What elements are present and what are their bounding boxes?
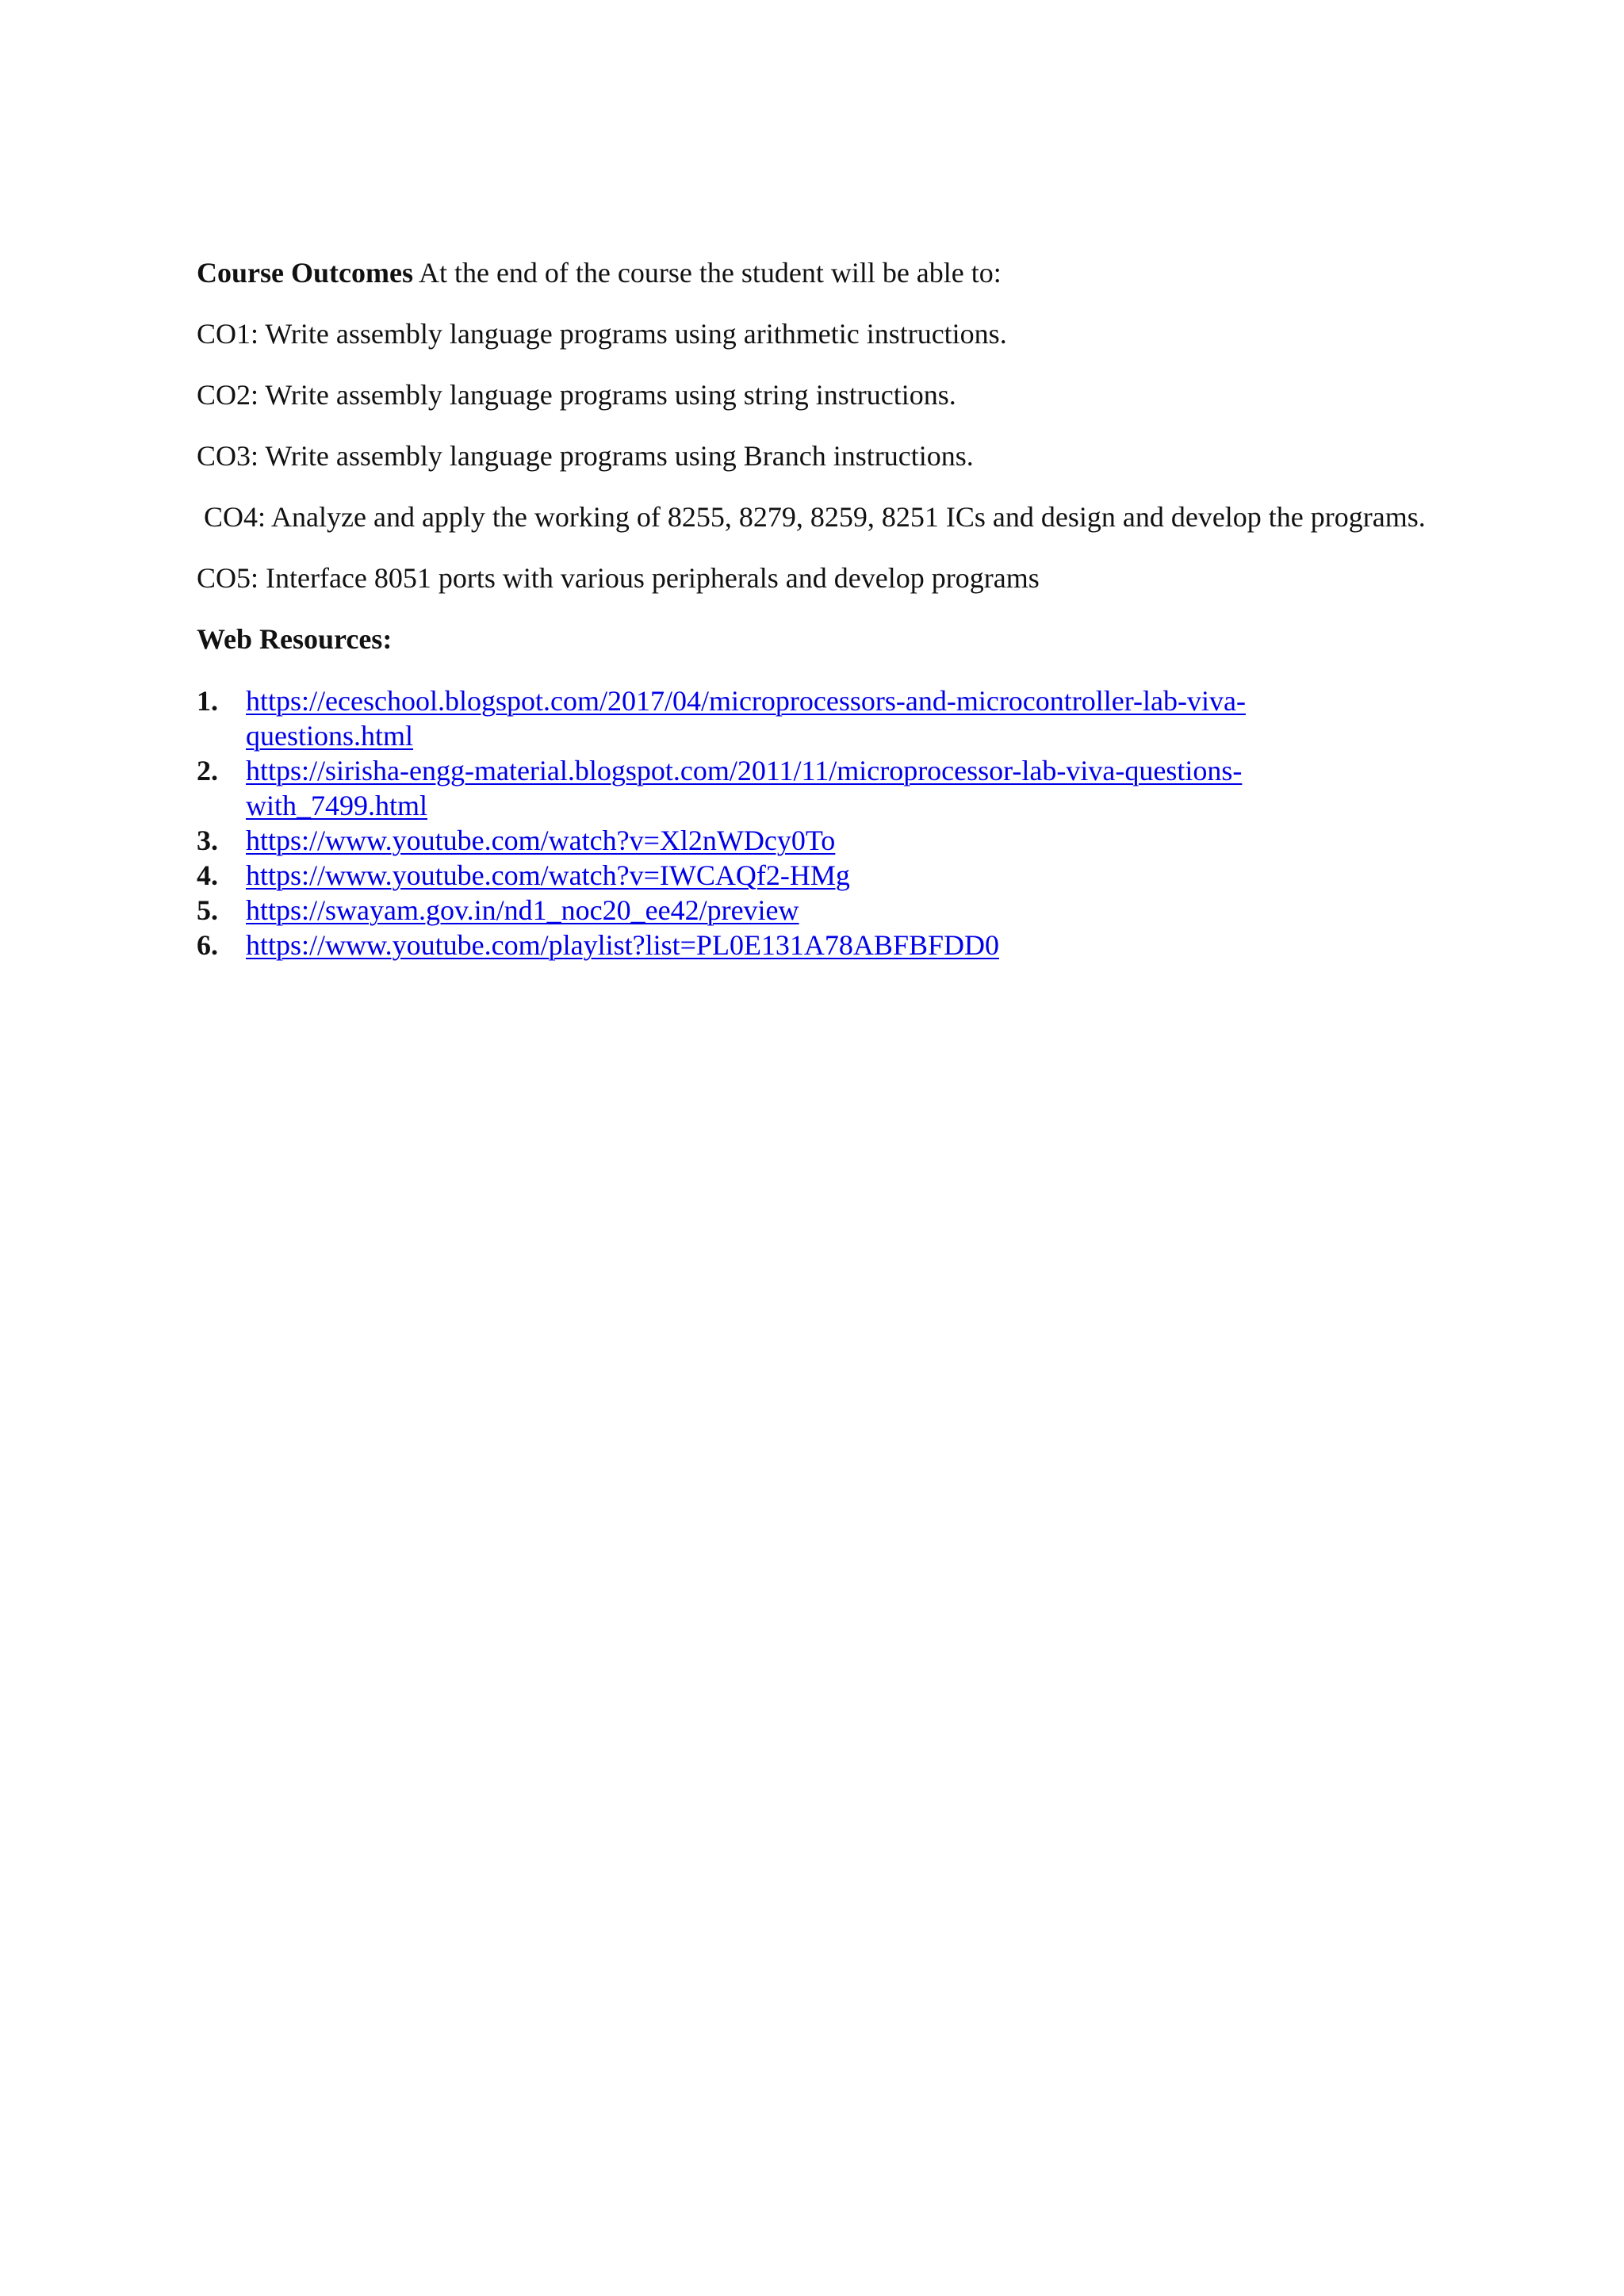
link-text-line1: https://sirisha-engg-material.blogspot.com/2011/11/microprocessor-lab-viva-questions- bbox=[246, 755, 1243, 786]
course-outcome-co2: CO2: Write assembly language programs using string instructions. bbox=[197, 379, 956, 411]
course-outcome-co3: CO3: Write assembly language programs using Branch instructions. bbox=[197, 440, 974, 472]
list-number: 4. bbox=[197, 859, 218, 891]
list-number: 5. bbox=[197, 894, 218, 926]
page-content bbox=[197, 255, 1462, 962]
list-number: 6. bbox=[197, 929, 218, 961]
web-resources-heading: Web Resources: bbox=[197, 623, 393, 655]
link-text-line1: https://eceschool.blogspot.com/2017/04/microprocessors-and-microcontroller-lab-viva- bbox=[246, 685, 1246, 717]
list-number: 1. bbox=[197, 685, 218, 717]
list-number: 2. bbox=[197, 755, 218, 786]
course-outcome-co1: CO1: Write assembly language programs using arithmetic instructions. bbox=[197, 318, 1007, 350]
course-outcomes-intro-text: At the end of the course the student will be able to: bbox=[412, 257, 1002, 289]
list-item bbox=[197, 753, 1323, 823]
list-item bbox=[197, 928, 1323, 962]
course-outcome-co5: CO5: Interface 8051 ports with various peripherals and develop programs bbox=[197, 562, 1040, 594]
list-item bbox=[197, 683, 1323, 753]
resource-link-3[interactable]: https://www.youtube.com/watch?v=Xl2nWDcy0To bbox=[246, 825, 836, 856]
course-outcomes-intro bbox=[197, 255, 1462, 290]
resource-link-5[interactable]: https://swayam.gov.in/nd1_noc20_ee42/preview bbox=[246, 894, 799, 926]
link-text-line2: with_7499.html bbox=[246, 790, 428, 821]
resource-link-4[interactable]: https://www.youtube.com/watch?v=IWCAQf2-HMg bbox=[246, 859, 850, 891]
list-item bbox=[197, 893, 1323, 928]
link-text-line2: questions.html bbox=[246, 720, 414, 752]
course-outcome-co4: CO4: Analyze and apply the working of 8255, 8279, 8259, 8251 ICs and design and develop the programs. bbox=[197, 501, 1426, 533]
resource-link-6[interactable]: https://www.youtube.com/playlist?list=PL0E131A78ABFBFDD0 bbox=[246, 929, 999, 961]
web-resources-list bbox=[197, 683, 1323, 962]
list-number: 3. bbox=[197, 825, 218, 856]
list-item bbox=[197, 823, 1323, 858]
course-outcomes-heading: Course Outcomes bbox=[197, 257, 413, 289]
resource-link-1[interactable] bbox=[246, 683, 1246, 753]
list-item bbox=[197, 858, 1323, 893]
resource-link-2[interactable] bbox=[246, 753, 1242, 823]
